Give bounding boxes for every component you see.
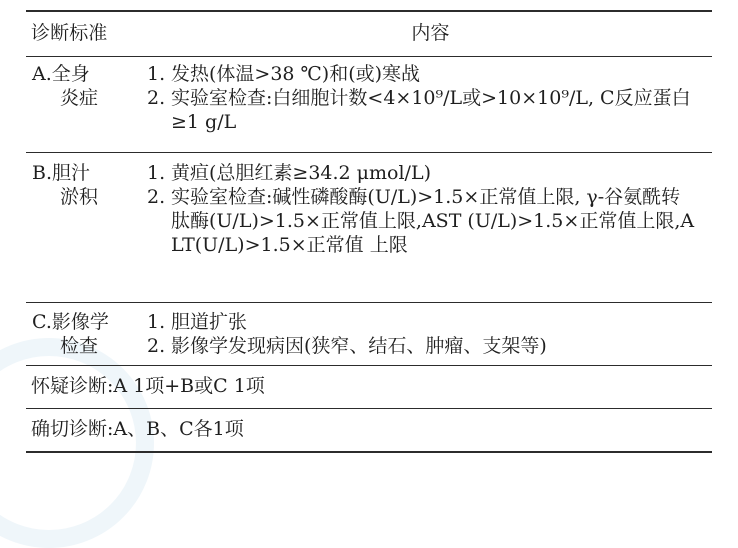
section-a-item-1 [147, 62, 697, 86]
section-b-label [32, 161, 142, 209]
section-c-content [147, 310, 697, 358]
section-c-divider [26, 365, 712, 366]
diagnostic-criteria-table [26, 10, 712, 454]
summary-divider [26, 408, 712, 409]
header-divider [26, 56, 712, 57]
section-b-item-1-number: 1. [147, 162, 166, 184]
section-a-item-2-number: 2. [147, 87, 166, 109]
header-content: 内容 [411, 22, 450, 44]
section-b-divider [26, 302, 712, 303]
header-criterion: 诊断标准 [31, 22, 108, 44]
section-a-item-2 [147, 86, 697, 134]
section-c-item-2 [147, 334, 697, 358]
section-b-label-line-1: B.胆汁 [32, 162, 91, 184]
section-c-item-1 [147, 310, 697, 334]
section-b-item-1 [147, 161, 697, 185]
section-a [26, 62, 712, 148]
section-a-label-line-1: A.全身 [32, 63, 90, 85]
section-c-item-2-number: 2. [147, 335, 166, 357]
section-c-item-1-text: 胆道扩张 [171, 311, 248, 333]
section-b-content [147, 161, 697, 257]
section-a-item-1-number: 1. [147, 63, 166, 85]
confirmed-diagnosis: 确切诊断:A、B、C各1项 [31, 418, 244, 440]
section-c-label [32, 310, 142, 358]
table-bottom-rule [26, 451, 712, 453]
section-a-content [147, 62, 697, 134]
section-b-item-1-text: 黄疸(总胆红素≥34.2 μmol/L) [171, 162, 431, 184]
section-a-label-line-2: 炎症 [60, 87, 99, 109]
section-b-item-2-text: 实验室检查:碱性磷酸酶(U/L)>1.5×正常值上限, γ-谷氨酰转肽酶(U/L)>1.5×正常值上限,AST (U/L)>1.5×正常值上限,ALT(U/L)>1.5×正常值 上限 [171, 186, 695, 256]
section-c-label-line-1: C.影像学 [32, 311, 109, 333]
section-c-item-2-text: 影像学发现病因(狭窄、结石、肿瘤、支架等) [171, 335, 547, 357]
section-b [26, 161, 712, 298]
section-a-divider [26, 152, 712, 153]
table-top-rule [26, 10, 712, 12]
section-c-item-1-number: 1. [147, 311, 166, 333]
section-b-label-line-2: 淤积 [60, 186, 99, 208]
section-c-label-line-2: 检查 [60, 335, 99, 357]
section-a-label [32, 62, 142, 110]
suspected-diagnosis: 怀疑诊断:A 1项+B或C 1项 [31, 375, 265, 397]
section-b-item-2 [147, 185, 697, 257]
section-b-item-2-number: 2. [147, 186, 166, 208]
section-a-item-1-text: 发热(体温>38 ℃)和(或)寒战 [171, 63, 421, 85]
section-a-item-2-text: 实验室检查:白细胞计数<4×10⁹/L或>10×10⁹/L, C反应蛋白≥1 g/L [171, 87, 691, 133]
section-c [26, 310, 712, 362]
